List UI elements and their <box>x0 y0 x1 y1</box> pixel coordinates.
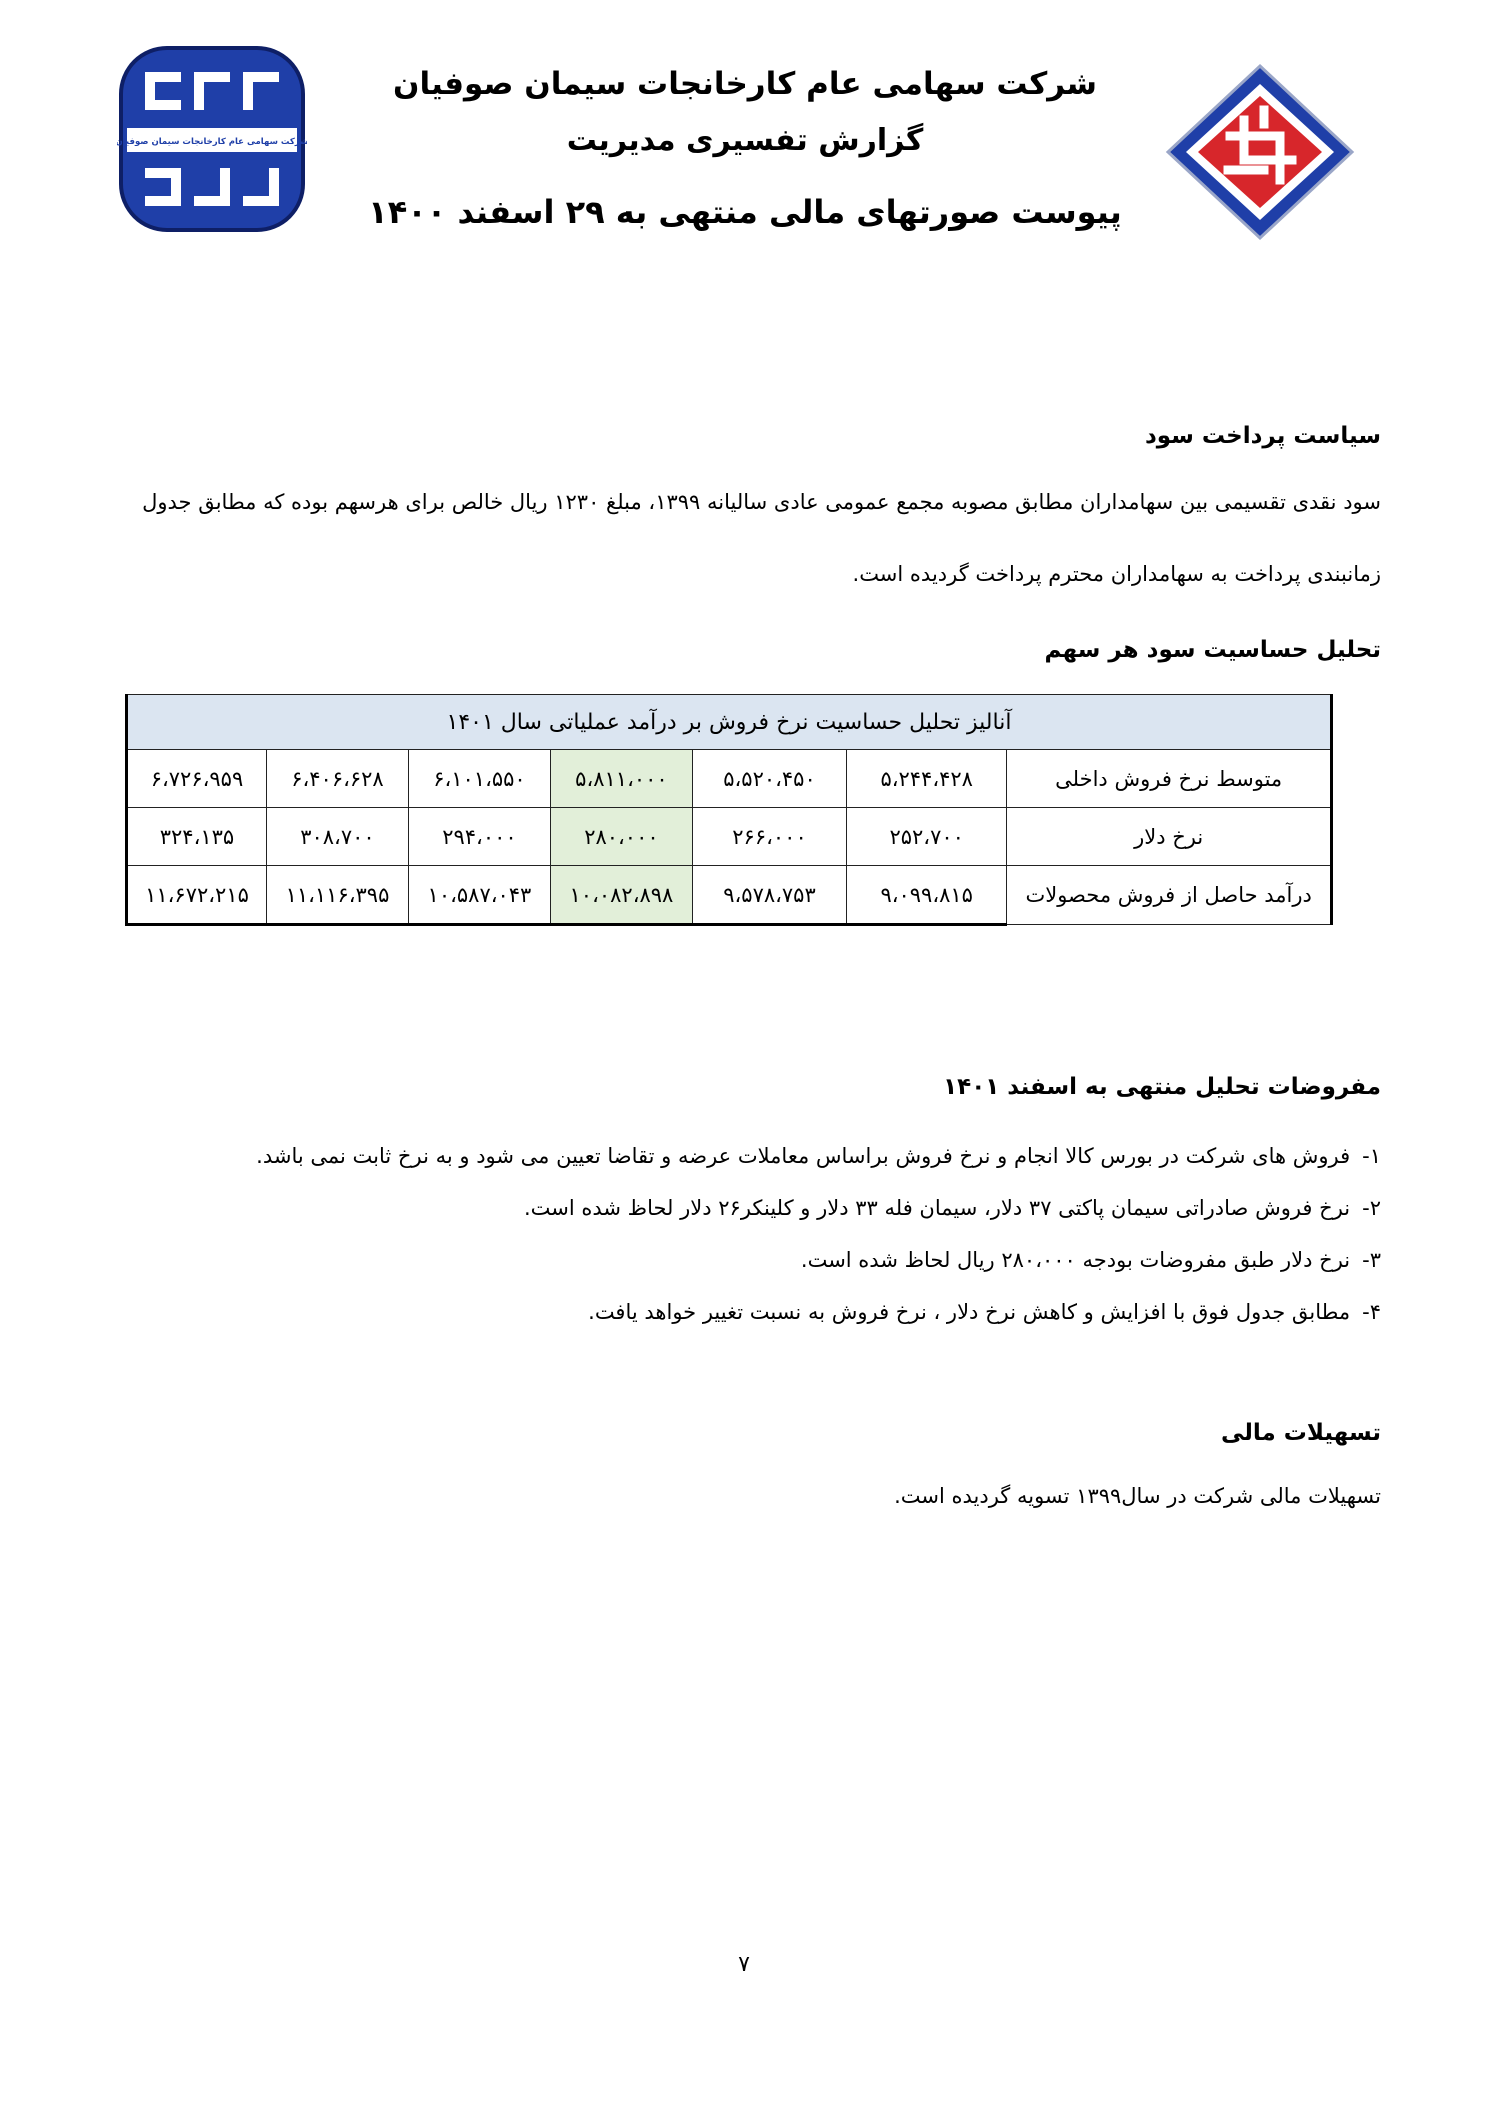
scc-logo-icon <box>117 44 307 234</box>
table-cell-base: ۵،۸۱۱،۰۰۰ <box>550 750 692 808</box>
assumption-number: ۴- <box>1362 1300 1381 1324</box>
sensitivity-heading: تحلیل حساسیت سود هر سهم <box>1044 637 1381 663</box>
table-cell: ۱۱،۱۱۶،۳۹۵ <box>266 866 408 925</box>
table-cell: ۶،۴۰۶،۶۲۸ <box>266 750 408 808</box>
assumption-item <box>256 1144 1381 1168</box>
report-title: گزارش تفسیری مدیریت <box>566 123 924 158</box>
assumption-text: فروش های شرکت در بورس کالا انجام و نرخ فروش براساس معاملات عرضه و تقاضا تعیین می شود و به نرخ ثابت نمی باشد. <box>256 1144 1351 1168</box>
table-cell: ۹،۵۷۸،۷۵۳ <box>692 866 846 925</box>
table-cell: ۳۲۴،۱۳۵ <box>127 808 267 866</box>
facilities-text: تسهیلات مالی شرکت در سال۱۳۹۹ تسویه گردیده است. <box>894 1484 1381 1508</box>
dividend-text-line-1: سود نقدی تقسیمی بین سهامداران مطابق مصوبه مجمع عمومی عادی سالیانه ۱۳۹۹، مبلغ ۱۲۳۰ ریال خالص برای هرسهم بوده که مطابق جدول <box>142 490 1381 514</box>
table-cell: ۶،۱۰۱،۵۵۰ <box>408 750 550 808</box>
row-label: نرخ دلار <box>1007 808 1332 866</box>
table-cell: ۲۶۶،۰۰۰ <box>692 808 846 866</box>
table-cell: ۵،۲۴۴،۴۲۸ <box>847 750 1007 808</box>
table-row-dollar-rate <box>127 808 1332 866</box>
table-caption: آنالیز تحلیل حساسیت نرخ فروش بر درآمد عملیاتی سال ۱۴۰۱ <box>127 695 1332 750</box>
row-label: درآمد حاصل از فروش محصولات <box>1007 866 1332 925</box>
table-cell: ۳۰۸،۷۰۰ <box>266 808 408 866</box>
table-cell-base: ۲۸۰،۰۰۰ <box>550 808 692 866</box>
assumption-number: ۳- <box>1362 1248 1381 1272</box>
table-cell-base: ۱۰،۰۸۲،۸۹۸ <box>550 866 692 925</box>
assumption-number: ۱- <box>1362 1144 1381 1168</box>
assumption-number: ۲- <box>1362 1196 1381 1220</box>
dividend-policy-heading: سیاست پرداخت سود <box>1144 423 1381 449</box>
row-label: متوسط نرخ فروش داخلی <box>1007 750 1332 808</box>
sensitivity-table <box>125 694 1333 926</box>
table-row-avg-domestic-rate <box>127 750 1332 808</box>
dividend-text-line-2: زمانبندی پرداخت به سهامداران محترم پرداخت گردیده است. <box>852 562 1381 586</box>
table-cell: ۶،۷۲۶،۹۵۹ <box>127 750 267 808</box>
facilities-heading: تسهیلات مالی <box>1221 1420 1381 1446</box>
scc-logo-text: شرکت سهامی عام کارخانجات سیمان صوفیان <box>117 137 307 147</box>
assumptions-heading: مفروضات تحلیل منتهی به اسفند ۱۴۰۱ <box>943 1074 1381 1100</box>
assumption-item <box>524 1196 1381 1220</box>
table-row-sales-revenue <box>127 866 1332 925</box>
table-cell: ۲۹۴،۰۰۰ <box>408 808 550 866</box>
assumption-item <box>801 1248 1381 1272</box>
report-subtitle: پیوست صورتهای مالی منتهی به ۲۹ اسفند ۱۴۰۰ <box>368 193 1122 231</box>
assumption-text: نرخ دلار طبق مفروضات بودجه ۲۸۰،۰۰۰ ریال لحاظ شده است. <box>800 1248 1351 1272</box>
company-name: شرکت سهامی عام کارخانجات سیمان صوفیان <box>393 66 1097 102</box>
assumption-item <box>588 1300 1381 1324</box>
table-cell: ۲۵۲،۷۰۰ <box>847 808 1007 866</box>
table-cell: ۹،۰۹۹،۸۱۵ <box>847 866 1007 925</box>
table-cell: ۱۰،۵۸۷،۰۴۳ <box>408 866 550 925</box>
table-cell: ۱۱،۶۷۲،۲۱۵ <box>127 866 267 925</box>
page-number: ۷ <box>738 1952 750 1977</box>
assumption-text: مطابق جدول فوق با افزایش و کاهش نرخ دلار ، نرخ فروش به نسبت تغییر خواهد یافت. <box>588 1300 1351 1324</box>
sofian-diamond-logo-icon <box>1160 60 1360 245</box>
assumption-text: نرخ فروش صادراتی سیمان پاکتی ۳۷ دلار، سیمان فله ۳۳ دلار و کلینکر۲۶ دلار لحاظ شده است. <box>523 1196 1351 1220</box>
table-cell: ۵،۵۲۰،۴۵۰ <box>692 750 846 808</box>
